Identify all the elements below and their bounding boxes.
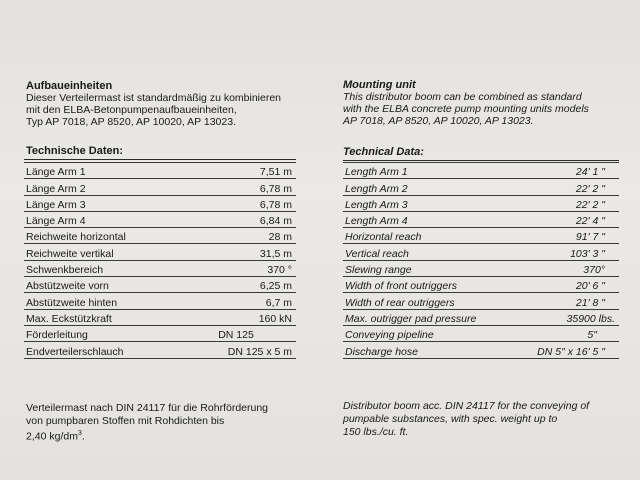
german-spec-table [24,162,296,359]
spec-label: Förderleitung [24,325,178,341]
table-row [24,293,296,309]
table-row [24,195,296,211]
spec-label: Slewing range [343,260,497,276]
german-intro-line-1: Dieser Verteilermast ist standardmäßig zu kombinieren [26,92,282,104]
table-row [343,179,619,195]
table-row [24,228,296,244]
spec-label: Length Arm 3 [343,195,497,211]
spec-label: Conveying pipeline [343,325,497,341]
english-title-rule [343,160,619,161]
spec-label: Length Arm 4 [343,211,497,227]
spec-value: 6,7 m [178,293,296,309]
table-row [343,260,619,276]
english-intro-line-1: This distributor boom can be combined as standard [343,91,582,103]
spec-value: 22' 2 " [497,195,619,211]
english-heading: Mounting unit [343,79,416,91]
spec-label: Abstützweite hinten [24,293,178,309]
table-row [24,211,296,227]
german-title-rule [24,159,296,160]
spec-label: Reichweite horizontal [24,228,178,244]
spec-value: DN 5" x 16' 5 " [497,342,619,358]
spec-label: Länge Arm 4 [24,211,178,227]
spec-label: Width of front outriggers [343,277,497,293]
spec-value: 6,78 m [178,195,296,211]
spec-value: 21' 8 " [497,293,619,309]
spec-value: 6,25 m [178,277,296,293]
spec-value: 28 m [178,228,296,244]
german-footnote-line-1: Verteilermast nach DIN 24117 für die Rohrförderung [26,402,269,414]
spec-label: Max. outrigger pad pressure [343,309,497,325]
german-footnote-line-3 [26,428,85,443]
density-value: 2,40 kg/dm [26,430,78,443]
spec-label: Length Arm 1 [343,163,497,179]
english-footnote-line-1: Distributor boom acc. DIN 24117 for the conveying of [343,400,590,412]
density-exponent: 3 [77,430,82,437]
table-row [24,163,296,179]
german-intro-line-2: mit den ELBA-Betonpumpenaufbaueinheiten, [26,104,237,116]
spec-value: 91' 7 " [497,228,619,244]
german-heading: Aufbaueinheiten [26,80,113,92]
density-period: . [81,430,85,443]
spec-value: 7,51 m [178,163,296,179]
table-row [343,228,619,244]
english-footnote-line-2: pumpable substances, with spec. weight up to [343,413,558,425]
spec-value: 20' 6 " [497,277,619,293]
table-row [343,277,619,293]
table-row [24,277,296,293]
english-footnote-line-3: 150 lbs./cu. ft. [343,426,409,438]
spec-value: DN 125 x 5 m [178,342,296,358]
spec-value: 31,5 m [178,244,296,260]
table-row [343,211,619,227]
spec-label: Length Arm 2 [343,179,497,195]
table-row [343,163,619,179]
spec-value: 103' 3 " [497,244,619,260]
german-intro-line-3: Typ AP 7018, AP 8520, AP 10020, AP 13023. [26,116,236,128]
spec-value: 22' 2 " [497,179,619,195]
table-row [24,260,296,276]
spec-value: 6,84 m [178,211,296,227]
table-row [343,342,619,358]
spec-label: Länge Arm 3 [24,195,178,211]
table-row [24,309,296,325]
spec-label: Abstützweite vorn [24,277,178,293]
english-intro-line-2: with the ELBA concrete pump mounting units models [343,103,589,115]
spec-value: 370° [497,260,619,276]
spec-value: 22' 4 " [497,211,619,227]
table-row [24,179,296,195]
spec-label: Reichweite vertikal [24,244,178,260]
table-row [343,293,619,309]
table-row [343,325,619,341]
spec-label: Endverteilerschlauch [24,342,178,358]
table-row [343,309,619,325]
spec-value: 24' 1 " [497,163,619,179]
english-intro-line-3: AP 7018, AP 8520, AP 10020, AP 13023. [343,115,534,127]
spec-label: Discharge hose [343,342,497,358]
table-row [24,342,296,358]
table-row [343,195,619,211]
spec-value: 5" [497,325,619,341]
german-footnote-line-2: von pumpbaren Stoffen mit Rohdichten bis [26,415,225,427]
spec-value: DN 125 [178,325,296,341]
spec-label: Max. Eckstützkraft [24,309,178,325]
spec-label: Vertical reach [343,244,497,260]
spec-value: 370 ° [178,260,296,276]
spec-value: 35900 lbs. [497,309,619,325]
spec-value: 6,78 m [178,179,296,195]
table-row [24,325,296,341]
table-row [24,244,296,260]
spec-value: 160 kN [178,309,296,325]
spec-label: Länge Arm 2 [24,179,178,195]
english-data-title: Technical Data: [343,146,424,158]
english-spec-table [343,162,619,359]
spec-label: Horizontal reach [343,228,497,244]
table-row [343,244,619,260]
spec-label: Schwenkbereich [24,260,178,276]
spec-label: Länge Arm 1 [24,163,178,179]
spec-label: Width of rear outriggers [343,293,497,309]
german-data-title: Technische Daten: [26,145,123,157]
